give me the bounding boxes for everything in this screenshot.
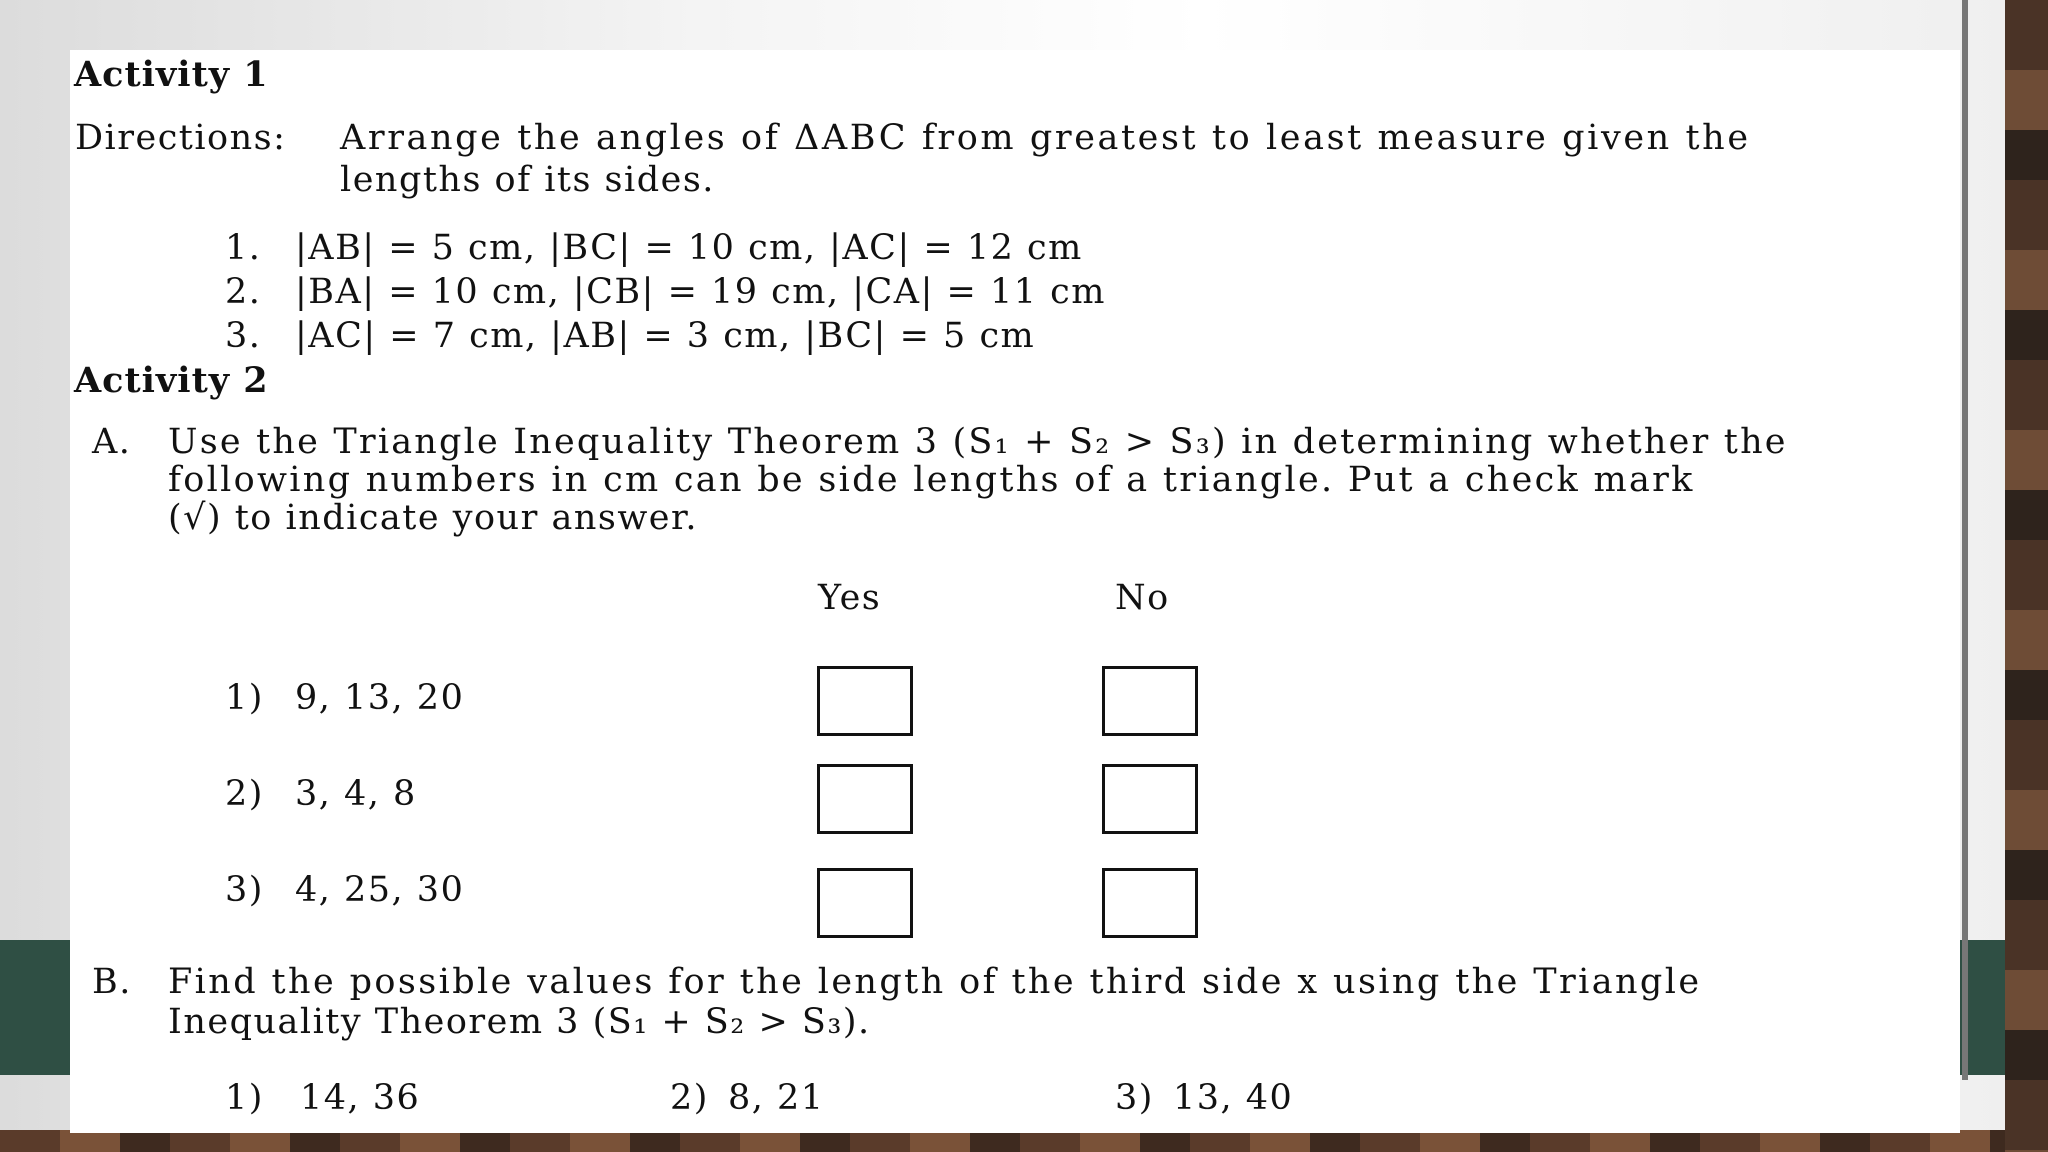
partA-line3: (√) to indicate your answer. (168, 498, 699, 538)
a1-item1-text: |AB| = 5 cm, |BC| = 10 cm, |AC| = 12 cm (295, 228, 1083, 268)
row2-no-checkbox[interactable] (1102, 764, 1198, 834)
frame-divider (1962, 0, 1968, 1080)
a1-item2-num: 2. (225, 272, 262, 312)
partB-item3-num: 3) (1115, 1078, 1154, 1118)
activity2-title: Activity 2 (74, 360, 269, 401)
partA-row2-num: 2) (225, 774, 264, 814)
partA-row2-values: 3, 4, 8 (295, 774, 417, 814)
partB-line1: Find the possible values for the length of the third side x using the Triangle (168, 962, 1702, 1002)
directions-line2: lengths of its sides. (340, 160, 715, 200)
a1-item2-text: |BA| = 10 cm, |CB| = 19 cm, |CA| = 11 cm (295, 272, 1106, 312)
partA-row1-num: 1) (225, 678, 264, 718)
column-yes-header: Yes (818, 578, 882, 618)
row1-no-checkbox[interactable] (1102, 666, 1198, 736)
partB-item3-values: 13, 40 (1173, 1078, 1294, 1118)
partA-row3-values: 4, 25, 30 (295, 870, 465, 910)
brick-border-right (2005, 0, 2048, 1152)
partA-line2: following numbers in cm can be side lengths of a triangle. Put a check mark (168, 460, 1695, 500)
directions-line1: Arrange the angles of ΔABC from greatest to least measure given the (340, 118, 1751, 158)
a1-item1-num: 1. (225, 228, 262, 268)
worksheet-page (70, 50, 1960, 1133)
directions-label: Directions: (75, 118, 287, 158)
partB-item2-values: 8, 21 (728, 1078, 825, 1118)
row3-yes-checkbox[interactable] (817, 868, 913, 938)
brick-border-bottom (0, 1130, 2048, 1152)
partB-item1-num: 1) (225, 1078, 264, 1118)
column-no-header: No (1115, 578, 1170, 618)
row2-yes-checkbox[interactable] (817, 764, 913, 834)
partB-line2: Inequality Theorem 3 (S₁ + S₂ > S₃). (168, 1002, 871, 1042)
activity1-title: Activity 1 (74, 54, 269, 95)
row1-yes-checkbox[interactable] (817, 666, 913, 736)
partA-label: A. (92, 422, 132, 462)
partA-row3-num: 3) (225, 870, 264, 910)
partA-line1: Use the Triangle Inequality Theorem 3 (S₁ + S₂ > S₃) in determining whether the (168, 422, 1788, 462)
row3-no-checkbox[interactable] (1102, 868, 1198, 938)
partB-item1-values: 14, 36 (300, 1078, 421, 1118)
a1-item3-num: 3. (225, 316, 262, 356)
partA-row1-values: 9, 13, 20 (295, 678, 465, 718)
a1-item3-text: |AC| = 7 cm, |AB| = 3 cm, |BC| = 5 cm (295, 316, 1036, 356)
partB-item2-num: 2) (670, 1078, 709, 1118)
partB-label: B. (92, 962, 132, 1002)
